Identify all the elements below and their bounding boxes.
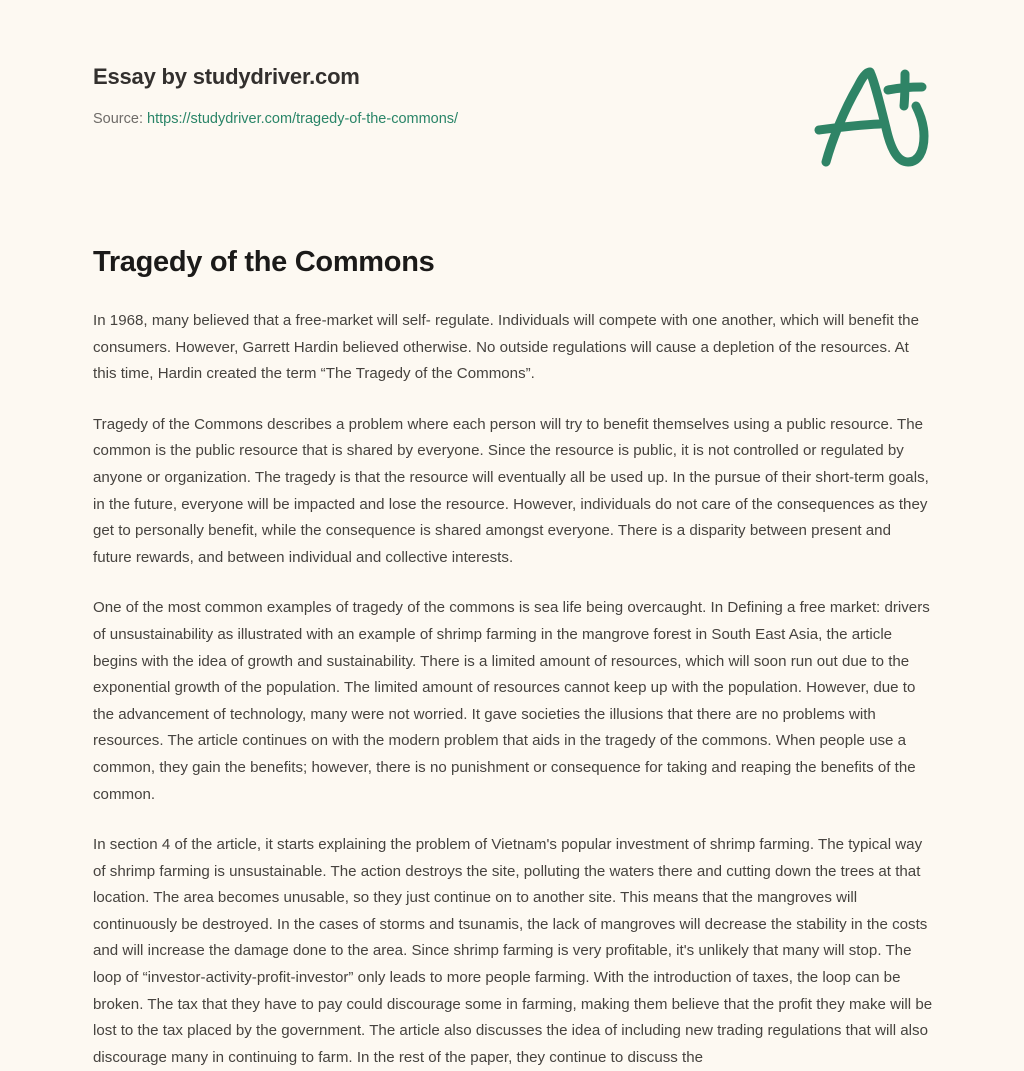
- article: [93, 243, 933, 1071]
- header-text-block: [93, 62, 793, 129]
- essay-attribution: Essay by studydriver.com: [93, 64, 360, 89]
- article-paragraph: One of the most common examples of tragedy of the commons is sea life being overcaught. In Defining a free market: drivers of unsustainability as illustrated with an example of shrimp farming in the mangrove forest in South East Asia, the article begins with the idea of growth and sustainability. There is a limited amount of resources, which will soon run out due to the exponential growth of the population. The limited amount of resources cannot keep up with the population. However, due to the advancement of technology, many were not worried. It gave societies the illusions that there are no problems with resources. The article continues on with the modern problem that aids in the tragedy of the commons. When people use a common, they gain the benefits; however, there is no punishment or consequence for taking and reaping the benefits of the common.: [93, 599, 930, 803]
- source-line: [93, 109, 793, 129]
- page-header: [0, 0, 1024, 190]
- article-body: [93, 308, 933, 1071]
- article-paragraph: Tragedy of the Commons describes a problem where each person will try to benefit themselves using a public resource. The common is the public resource that is shared by everyone. Since the resource is public, it is not controlled or regulated by anyone or organization. The tragedy is that the resource will eventually all be used up. In the pursue of their short-term goals, in the future, everyone will be impacted and lose the resource. However, individuals do not care of the consequences as they get to personally benefit, while the consequence is shared amongst everyone. There is a disparity between present and future rewards, and between individual and collective interests.: [93, 415, 929, 566]
- source-url-link[interactable]: https://studydriver.com/tragedy-of-the-commons/: [147, 111, 459, 127]
- article-paragraph: In section 4 of the article, it starts explaining the problem of Vietnam's popular investment of shrimp farming. The typical way of shrimp farming is unsustainable. The action destroys the site, polluting the waters there and cutting down the trees at that location. The area becomes unusable, so they just continue on to another site. This means that the mangroves will continuously be destroyed. In the cases of storms and tsunamis, the lack of mangroves will decrease the stability in the costs and will increase the damage done to the area. Since shrimp farming is very profitable, it's unlikely that many will stop. The loop of “investor-activity-profit-investor” only leads to more people farming. With the introduction of taxes, the loop can be broken. The tax that they have to pay could discourage some in farming, making them believe that the profit they make will be lost to the tax placed by the government. The article also discusses the idea of including new trading regulations that will also discourage many in continuing to farm. In the rest of the paper, they continue to discuss the: [93, 836, 933, 1066]
- page-title: Tragedy of the Commons: [93, 246, 435, 278]
- studydriver-a-plus-logo[interactable]: [806, 62, 936, 172]
- source-label: Source:: [93, 111, 143, 127]
- a-plus-icon: [806, 62, 936, 172]
- article-paragraph: In 1968, many believed that a free-market will self- regulate. Individuals will compete with one another, which will benefit the consumers. However, Garrett Hardin believed otherwise. No outside regulations will cause a depletion of the resources. At this time, Hardin created the term “The Tragedy of the Commons”.: [93, 312, 919, 383]
